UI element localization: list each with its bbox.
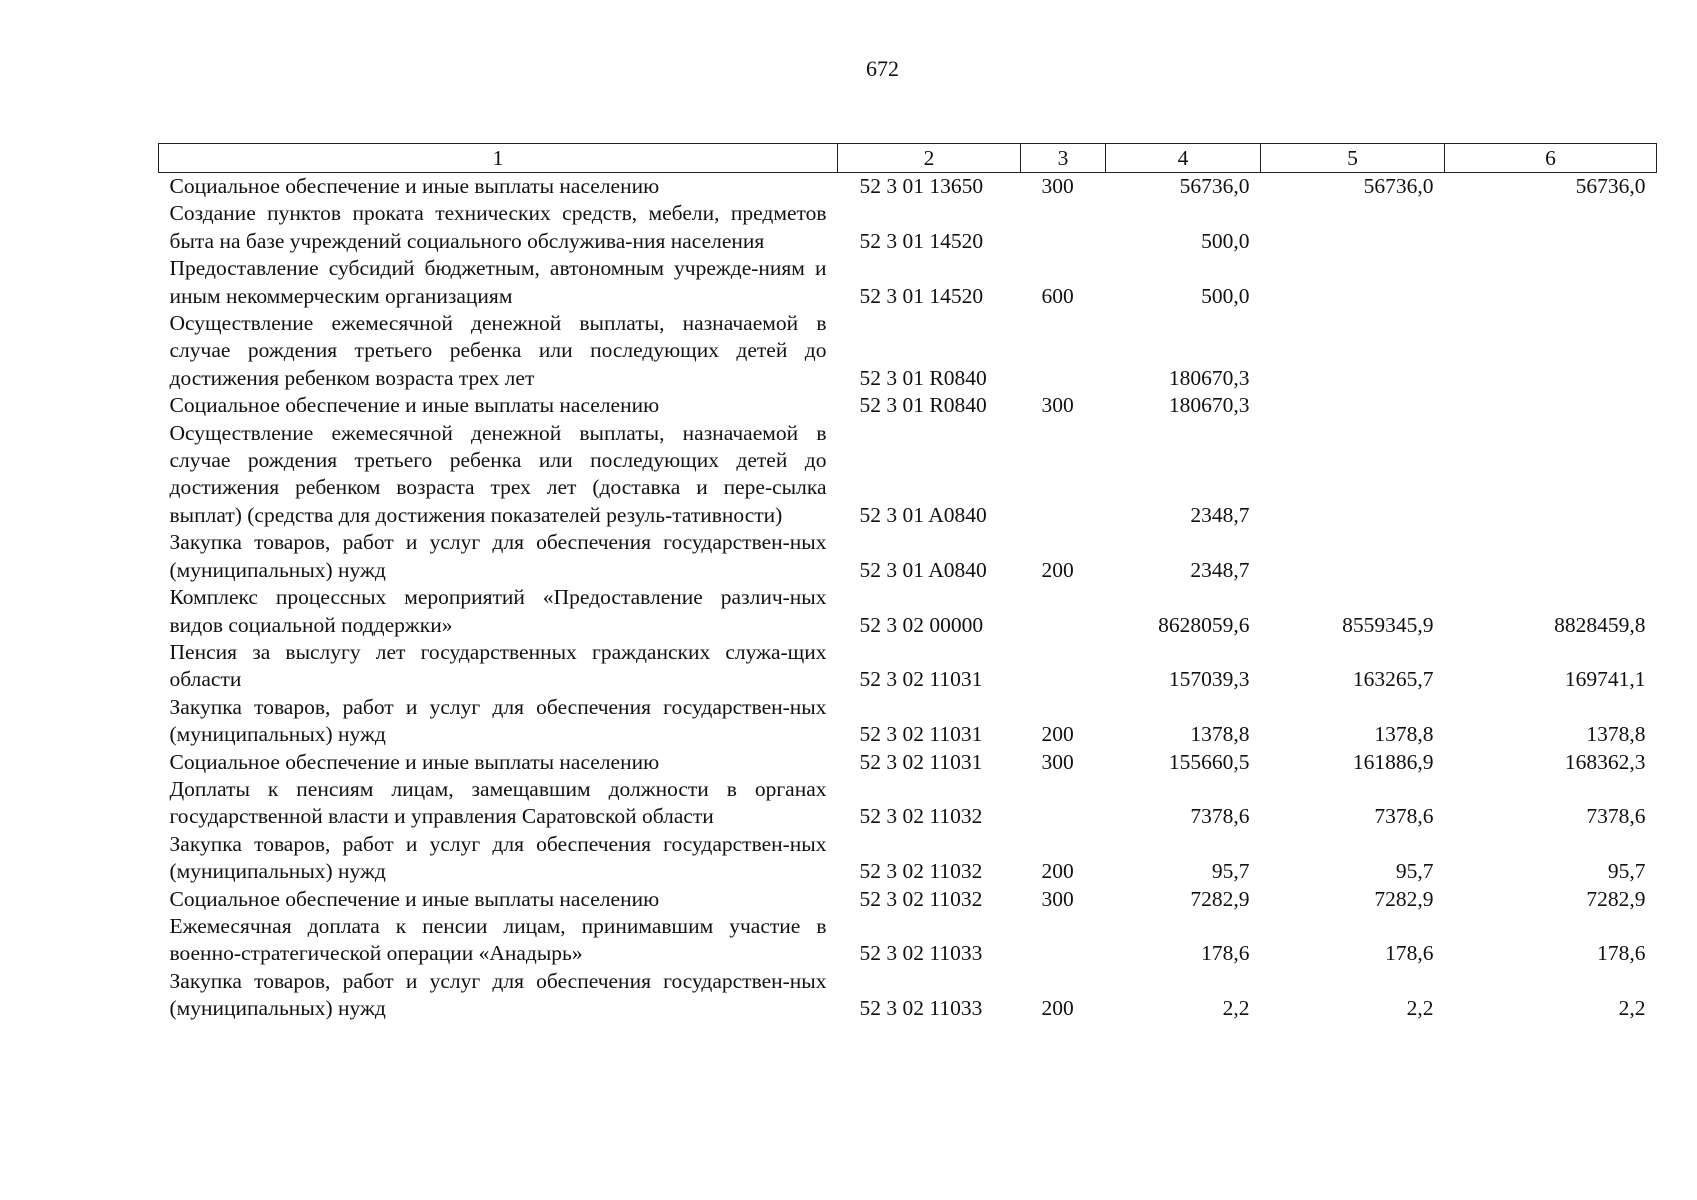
- row-expense-type: 300: [1041, 749, 1074, 774]
- row-value-4: 7378,6: [1190, 804, 1250, 829]
- row-expense-type: [1021, 639, 1106, 694]
- table-header: [159, 144, 1657, 173]
- column-header-1: 1: [159, 144, 838, 173]
- row-value-4: 8628059,6: [1158, 612, 1250, 637]
- row-value-4: 500,0: [1201, 228, 1250, 253]
- row-value-5: 163265,7: [1352, 667, 1434, 692]
- column-header-3: 3: [1021, 144, 1106, 173]
- row-code: 52 3 02 11031: [859, 749, 983, 774]
- budget-table: [158, 143, 1657, 1023]
- row-name: Доплаты к пенсиям лицам, замещавшим должности в органах государственной власти и управления Саратовской области: [169, 776, 827, 829]
- row-value-5: 7282,9: [1374, 886, 1434, 911]
- row-value-4: 178,6: [1201, 941, 1250, 966]
- row-expense-type: 200: [1041, 722, 1074, 747]
- row-code: 52 3 02 11031: [859, 667, 983, 692]
- row-value-6: 178,6: [1597, 941, 1646, 966]
- row-value-6: 2,2: [1618, 996, 1646, 1021]
- row-value-5: 8559345,9: [1342, 612, 1434, 637]
- row-value-4: 2348,7: [1190, 502, 1250, 527]
- row-value-6: [1445, 255, 1657, 310]
- row-value-6: [1445, 392, 1657, 419]
- row-code: 52 3 02 11032: [859, 804, 983, 829]
- row-value-4: 155660,5: [1168, 749, 1250, 774]
- row-name: Социальное обеспечение и иные выплаты населению: [169, 174, 660, 198]
- row-code: 52 3 02 11033: [859, 941, 983, 966]
- table-row: [159, 392, 1657, 419]
- row-name: Пенсия за выслугу лет государственных гражданских служа-щих области: [169, 639, 827, 692]
- header-row: [159, 144, 1657, 173]
- table-row: [159, 749, 1657, 776]
- row-name: Ежемесячная доплата к пенсии лицам, принимавшим участие в военно-стратегической операции «Анадырь»: [169, 913, 827, 966]
- row-value-6: 56736,0: [1575, 174, 1646, 198]
- table-body: [159, 173, 1657, 1023]
- row-expense-type: 200: [1041, 859, 1074, 884]
- row-value-4: 7282,9: [1190, 886, 1250, 911]
- row-name: Предоставление субсидий бюджетным, автономным учрежде-ниям и иным некоммерческим организациям: [169, 256, 827, 308]
- column-header-6: 6: [1445, 144, 1657, 173]
- row-value-6: 7282,9: [1586, 886, 1646, 911]
- row-expense-type: 200: [1041, 557, 1074, 582]
- row-value-5: 7378,6: [1374, 804, 1434, 829]
- row-code: 52 3 02 00000: [859, 612, 984, 637]
- row-value-4: 2,2: [1222, 996, 1250, 1021]
- row-code: 52 3 01 14520: [859, 228, 984, 253]
- row-name: Социальное обеспечение и иные выплаты населению: [169, 393, 660, 418]
- row-value-5: 95,7: [1395, 859, 1434, 884]
- row-code: 52 3 01 14520: [859, 283, 984, 308]
- row-expense-type: 300: [1041, 886, 1074, 911]
- column-header-2: 2: [838, 144, 1021, 173]
- row-value-5: 161886,9: [1352, 749, 1434, 774]
- row-value-4: 1378,8: [1190, 722, 1250, 747]
- row-expense-type: [1021, 584, 1106, 639]
- row-expense-type: [1021, 200, 1106, 255]
- row-name: Закупка товаров, работ и услуг для обеспечения государствен-ных (муниципальных) нужд: [169, 530, 827, 582]
- row-code: 52 3 01 A0840: [859, 557, 987, 582]
- row-name: Социальное обеспечение и иные выплаты населению: [169, 886, 660, 911]
- row-expense-type: 300: [1041, 174, 1074, 198]
- row-name: Осуществление ежемесячной денежной выплаты, назначаемой в случае рождения третьего ребенка или последующих детей до достижения ребенком возраста трех лет: [169, 311, 827, 390]
- row-name: Закупка товаров, работ и услуг для обеспечения государствен-ных (муниципальных) нужд: [169, 831, 827, 884]
- table-row: [159, 255, 1657, 310]
- row-value-4: 95,7: [1211, 859, 1250, 884]
- row-expense-type: [1021, 420, 1106, 530]
- column-header-4: 4: [1106, 144, 1261, 173]
- row-expense-type: [1021, 913, 1106, 968]
- page-number: 672: [866, 56, 899, 81]
- row-name: Социальное обеспечение и иные выплаты населению: [169, 749, 660, 774]
- table-row: [159, 886, 1657, 913]
- row-value-5: [1261, 529, 1445, 584]
- row-code: 52 3 02 11031: [859, 722, 983, 747]
- row-value-6: [1445, 310, 1657, 392]
- row-code: 52 3 01 A0840: [859, 502, 987, 527]
- row-value-5: 2,2: [1406, 996, 1434, 1021]
- row-value-5: [1261, 392, 1445, 419]
- row-value-6: 95,7: [1607, 859, 1646, 884]
- table-row: [159, 639, 1657, 694]
- table-row: [159, 173, 1657, 201]
- row-value-6: [1445, 529, 1657, 584]
- table-row: [159, 310, 1657, 392]
- table-row: [159, 420, 1657, 530]
- table-row: [159, 694, 1657, 749]
- row-expense-type: 600: [1041, 283, 1074, 308]
- row-value-4: 56736,0: [1179, 174, 1250, 198]
- row-value-5: [1261, 420, 1445, 530]
- row-value-5: [1261, 255, 1445, 310]
- row-value-6: 8828459,8: [1554, 612, 1646, 637]
- row-value-5: [1261, 310, 1445, 392]
- row-code: 52 3 01 R0840: [859, 393, 987, 418]
- row-name: Осуществление ежемесячной денежной выплаты, назначаемой в случае рождения третьего ребенка или последующих детей до достижения ребенком возраста трех лет (доставка и пере-сылка выплат) (средства для достижения показателей резуль-тативности): [169, 420, 827, 527]
- row-value-5: 1378,8: [1374, 722, 1434, 747]
- row-name: Закупка товаров, работ и услуг для обеспечения государствен-ных (муниципальных) нужд: [169, 694, 827, 747]
- row-value-5: 178,6: [1385, 941, 1434, 966]
- column-header-5: 5: [1261, 144, 1445, 173]
- row-name: Создание пунктов проката технических средств, мебели, предметов быта на базе учреждений социального обслужива-ния населения: [169, 201, 827, 253]
- row-expense-type: 300: [1041, 393, 1074, 418]
- row-code: 52 3 01 13650: [859, 174, 984, 198]
- row-value-6: [1445, 200, 1657, 255]
- table-row: [159, 529, 1657, 584]
- row-expense-type: 200: [1041, 996, 1074, 1021]
- table-row: [159, 968, 1657, 1023]
- row-value-6: 169741,1: [1564, 667, 1646, 692]
- table-row: [159, 913, 1657, 968]
- table-row: [159, 200, 1657, 255]
- row-expense-type: [1021, 776, 1106, 831]
- row-value-6: 7378,6: [1586, 804, 1646, 829]
- row-value-6: 1378,8: [1586, 722, 1646, 747]
- row-code: 52 3 02 11033: [859, 996, 983, 1021]
- row-value-4: 500,0: [1201, 283, 1250, 308]
- row-value-5: 56736,0: [1363, 174, 1434, 198]
- row-value-6: 168362,3: [1564, 749, 1646, 774]
- row-name: Комплекс процессных мероприятий «Предоставление различ-ных видов социальной поддержки»: [169, 585, 827, 637]
- row-value-5: [1261, 200, 1445, 255]
- row-expense-type: [1021, 310, 1106, 392]
- table-row: [159, 831, 1657, 886]
- row-value-6: [1445, 420, 1657, 530]
- table-row: [159, 584, 1657, 639]
- row-value-4: 180670,3: [1168, 393, 1250, 418]
- row-value-4: 2348,7: [1190, 557, 1250, 582]
- row-code: 52 3 01 R0840: [859, 365, 987, 390]
- row-value-4: 157039,3: [1168, 667, 1250, 692]
- row-value-4: 180670,3: [1168, 365, 1250, 390]
- row-name: Закупка товаров, работ и услуг для обеспечения государствен-ных (муниципальных) нужд: [169, 968, 827, 1021]
- table-row: [159, 776, 1657, 831]
- row-code: 52 3 02 11032: [859, 886, 983, 911]
- row-code: 52 3 02 11032: [859, 859, 983, 884]
